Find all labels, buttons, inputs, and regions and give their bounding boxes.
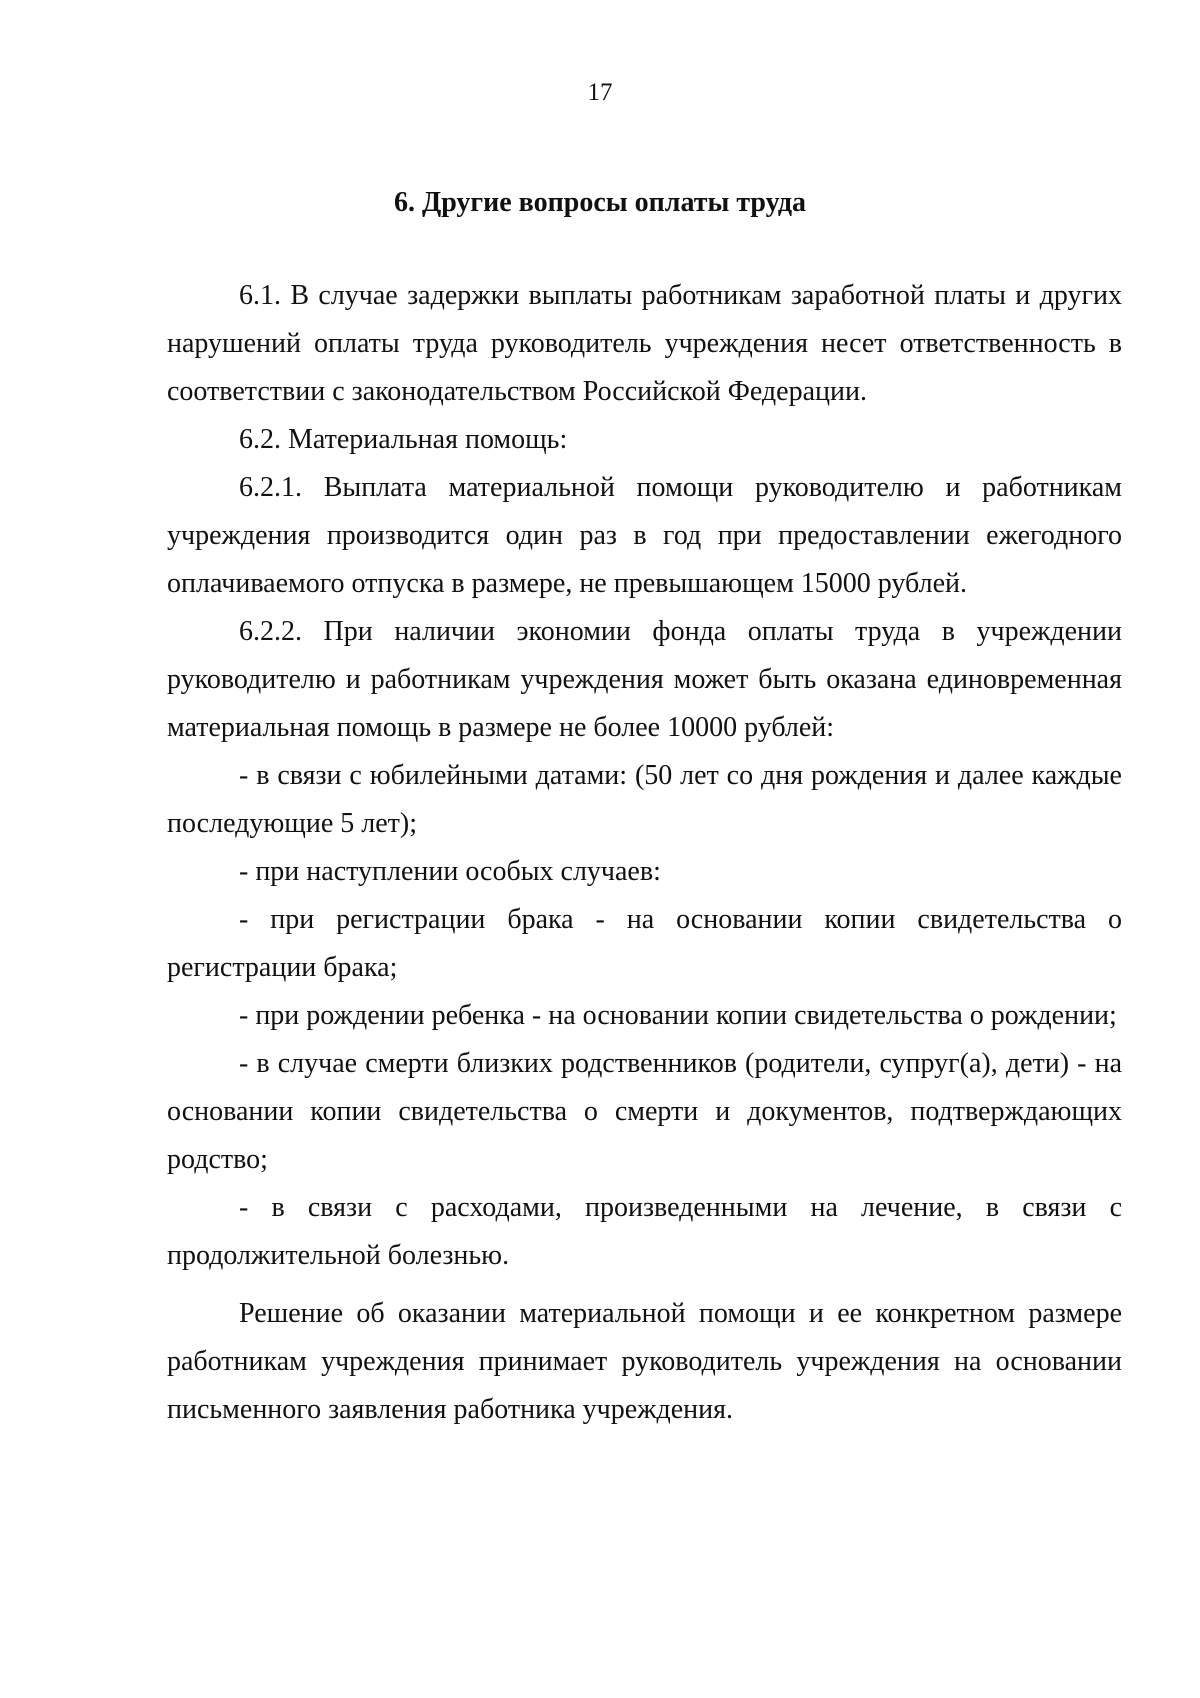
document-body [167,272,1122,1434]
list-item-medical-expenses: - в связи с расходами, произведенными на лечение, в связи с продолжительной болезнью. [167,1192,1122,1271]
list-item-birth: - при рождении ребенка - на основании копии свидетельства о рождении; [239,1000,1117,1031]
paragraph-6-2-1: 6.2.1. Выплата материальной помощи руководителю и работникам учреждения производится один раз в год при предоставлении ежегодного оплачиваемого отпуска в размере, не превышающем 15000 рублей. [167,472,1122,599]
paragraph-decision: Решение об оказании материальной помощи и ее конкретном размере работникам учреждения принимает руководитель учреждения на основании письменного заявления работника учреждения. [167,1298,1122,1425]
paragraph-6-2: 6.2. Материальная помощь: [239,424,568,455]
paragraph-6-1: 6.1. В случае задержки выплаты работникам заработной платы и других нарушений оплаты труда руководитель учреждения несет ответственность в соответствии с законодательством Российской Федерации. [167,280,1122,407]
list-item-marriage: - при регистрации брака - на основании копии свидетельства о регистрации брака; [167,904,1122,983]
list-item-special-cases: - при наступлении особых случаев: [239,856,661,887]
section-title: 6. Другие вопросы оплаты труда [393,187,807,218]
list-item-death-of-relatives: - в случае смерти близких родственников (родители, супруг(а), дети) - на основании копии свидетельства о смерти и документов, подтверждающих родство; [167,1048,1122,1175]
paragraph-6-2-2: 6.2.2. При наличии экономии фонда оплаты труда в учреждении руководителю и работникам учреждения может быть оказана единовременная материальная помощь в размере не более 10000 рублей: [167,616,1122,743]
list-item-anniversary: - в связи с юбилейными датами: (50 лет со дня рождения и далее каждые последующие 5 лет); [167,760,1122,839]
page-number: 17 [587,79,613,106]
